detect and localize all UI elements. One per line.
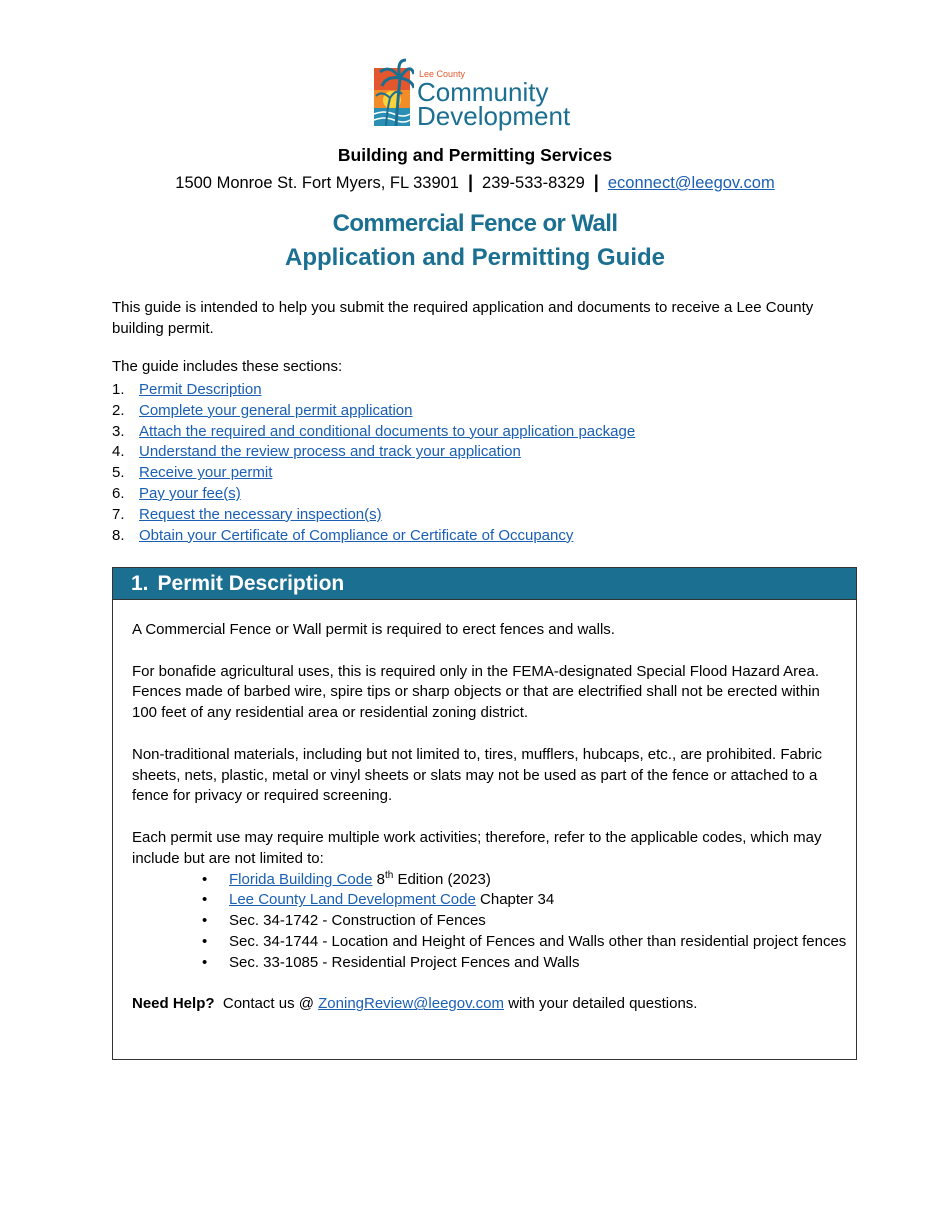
separator: | xyxy=(467,172,474,192)
help-line xyxy=(132,994,847,1015)
toc-item xyxy=(112,505,635,526)
sections-intro: The guide includes these sections: xyxy=(112,358,343,375)
toc-item xyxy=(112,401,635,422)
code-references-list xyxy=(132,870,847,974)
land-development-code-link[interactable]: Lee County Land Development Code xyxy=(229,891,476,909)
edition-text: Edition (2023) xyxy=(397,870,491,888)
logo-county-text: Lee County xyxy=(419,69,466,79)
section-body xyxy=(132,620,847,1036)
permit-description-section xyxy=(112,567,857,1060)
paragraph-1: A Commercial Fence or Wall permit is required to erect fences and walls. xyxy=(132,621,615,638)
palm-tree-icon xyxy=(372,58,414,130)
list-item xyxy=(132,870,847,891)
list-item xyxy=(132,911,847,932)
toc-link-request-inspections[interactable]: Request the necessary inspection(s) xyxy=(139,505,382,523)
toc-link-review-process[interactable]: Understand the review process and track your application xyxy=(139,443,521,461)
logo-line-1: Community xyxy=(417,77,549,107)
toc-number: 3. xyxy=(112,422,125,440)
toc-link-certificate[interactable]: Obtain your Certificate of Compliance or Certificate of Occupancy xyxy=(139,526,574,544)
toc-link-pay-fees[interactable]: Pay your fee(s) xyxy=(139,484,241,502)
department-name: Building and Permitting Services xyxy=(337,145,613,165)
page-title-line-2: Application and Permitting Guide xyxy=(284,244,665,271)
paragraph-2: For bonafide agricultural uses, this is required only in the FEMA-designated Special Flood Hazard Area. Fences made of barbed wire, spire tips or sharp objects or that are electrified shall not be erected within 100 feet of any residential area or residential zoning district. xyxy=(132,662,820,722)
bullet: • xyxy=(202,932,208,950)
toc-link-receive-permit[interactable]: Receive your permit xyxy=(139,464,273,482)
community-development-logo xyxy=(372,58,582,130)
toc-item xyxy=(112,442,635,463)
toc-item xyxy=(112,526,635,547)
reference-text: Sec. 33-1085 - Residential Project Fences and Walls xyxy=(229,953,580,971)
list-item xyxy=(132,953,847,974)
toc-item xyxy=(112,463,635,484)
section-number: 1. xyxy=(131,572,149,595)
reference-text: Sec. 34-1744 - Location and Height of Fences and Walls other than residential project fences xyxy=(229,932,847,950)
edition-suffix: th xyxy=(384,869,394,881)
toc-number: 6. xyxy=(112,484,125,502)
zoning-review-email-link[interactable]: ZoningReview@leegov.com xyxy=(318,995,505,1013)
page-title-line-1: Commercial Fence or Wall xyxy=(332,210,618,237)
paragraph-3: Non-traditional materials, including but not limited to, tires, mufflers, hubcaps, etc., are prohibited. Fabric sheets, nets, plastic, metal or vinyl sheets or slats may not be used as part of the fence or attached to a fence for privacy or required screening. xyxy=(132,745,823,805)
toc-link-attach-documents[interactable]: Attach the required and conditional documents to your application package xyxy=(139,422,636,440)
paragraph-4: Each permit use may require multiple work activities; therefore, refer to the applicable codes, which may include but are not limited to: xyxy=(132,828,822,867)
toc-number: 2. xyxy=(112,401,125,419)
toc-item xyxy=(112,422,635,443)
toc-number: 4. xyxy=(112,443,125,461)
edition-number: 8 xyxy=(376,870,385,888)
section-header xyxy=(113,568,856,600)
bullet: • xyxy=(202,912,208,930)
section-title: Permit Description xyxy=(157,572,345,595)
intro-paragraph: This guide is intended to help you submit the required application and documents to receive a Lee County building permit. xyxy=(112,299,814,337)
bullet: • xyxy=(202,891,208,909)
chapter-text: Chapter 34 xyxy=(480,891,555,909)
toc-link-permit-description[interactable]: Permit Description xyxy=(139,381,262,398)
separator: | xyxy=(593,172,599,192)
list-item xyxy=(132,890,847,911)
list-item xyxy=(132,932,847,953)
logo-line-2: Development xyxy=(417,101,571,131)
help-prefix: Contact us @ xyxy=(222,995,314,1013)
bullet: • xyxy=(202,953,208,971)
email-link[interactable]: econnect@leegov.com xyxy=(607,174,775,192)
help-label: Need Help? xyxy=(132,995,215,1013)
toc-number: 7. xyxy=(112,505,125,523)
toc-number: 8. xyxy=(112,526,125,544)
address: 1500 Monroe St. Fort Myers, FL 33901 xyxy=(175,174,459,192)
toc-item xyxy=(112,380,635,401)
florida-building-code-link[interactable]: Florida Building Code xyxy=(229,870,373,888)
table-of-contents xyxy=(112,380,635,546)
contact-line xyxy=(0,172,950,193)
help-suffix: with your detailed questions. xyxy=(508,995,698,1013)
toc-number: 1. xyxy=(112,381,125,398)
phone: 239-533-8329 xyxy=(482,174,585,192)
toc-item xyxy=(112,484,635,505)
toc-number: 5. xyxy=(112,464,125,482)
reference-text: Sec. 34-1742 - Construction of Fences xyxy=(229,912,486,930)
toc-link-general-application[interactable]: Complete your general permit application xyxy=(139,401,413,419)
bullet: • xyxy=(202,870,208,888)
